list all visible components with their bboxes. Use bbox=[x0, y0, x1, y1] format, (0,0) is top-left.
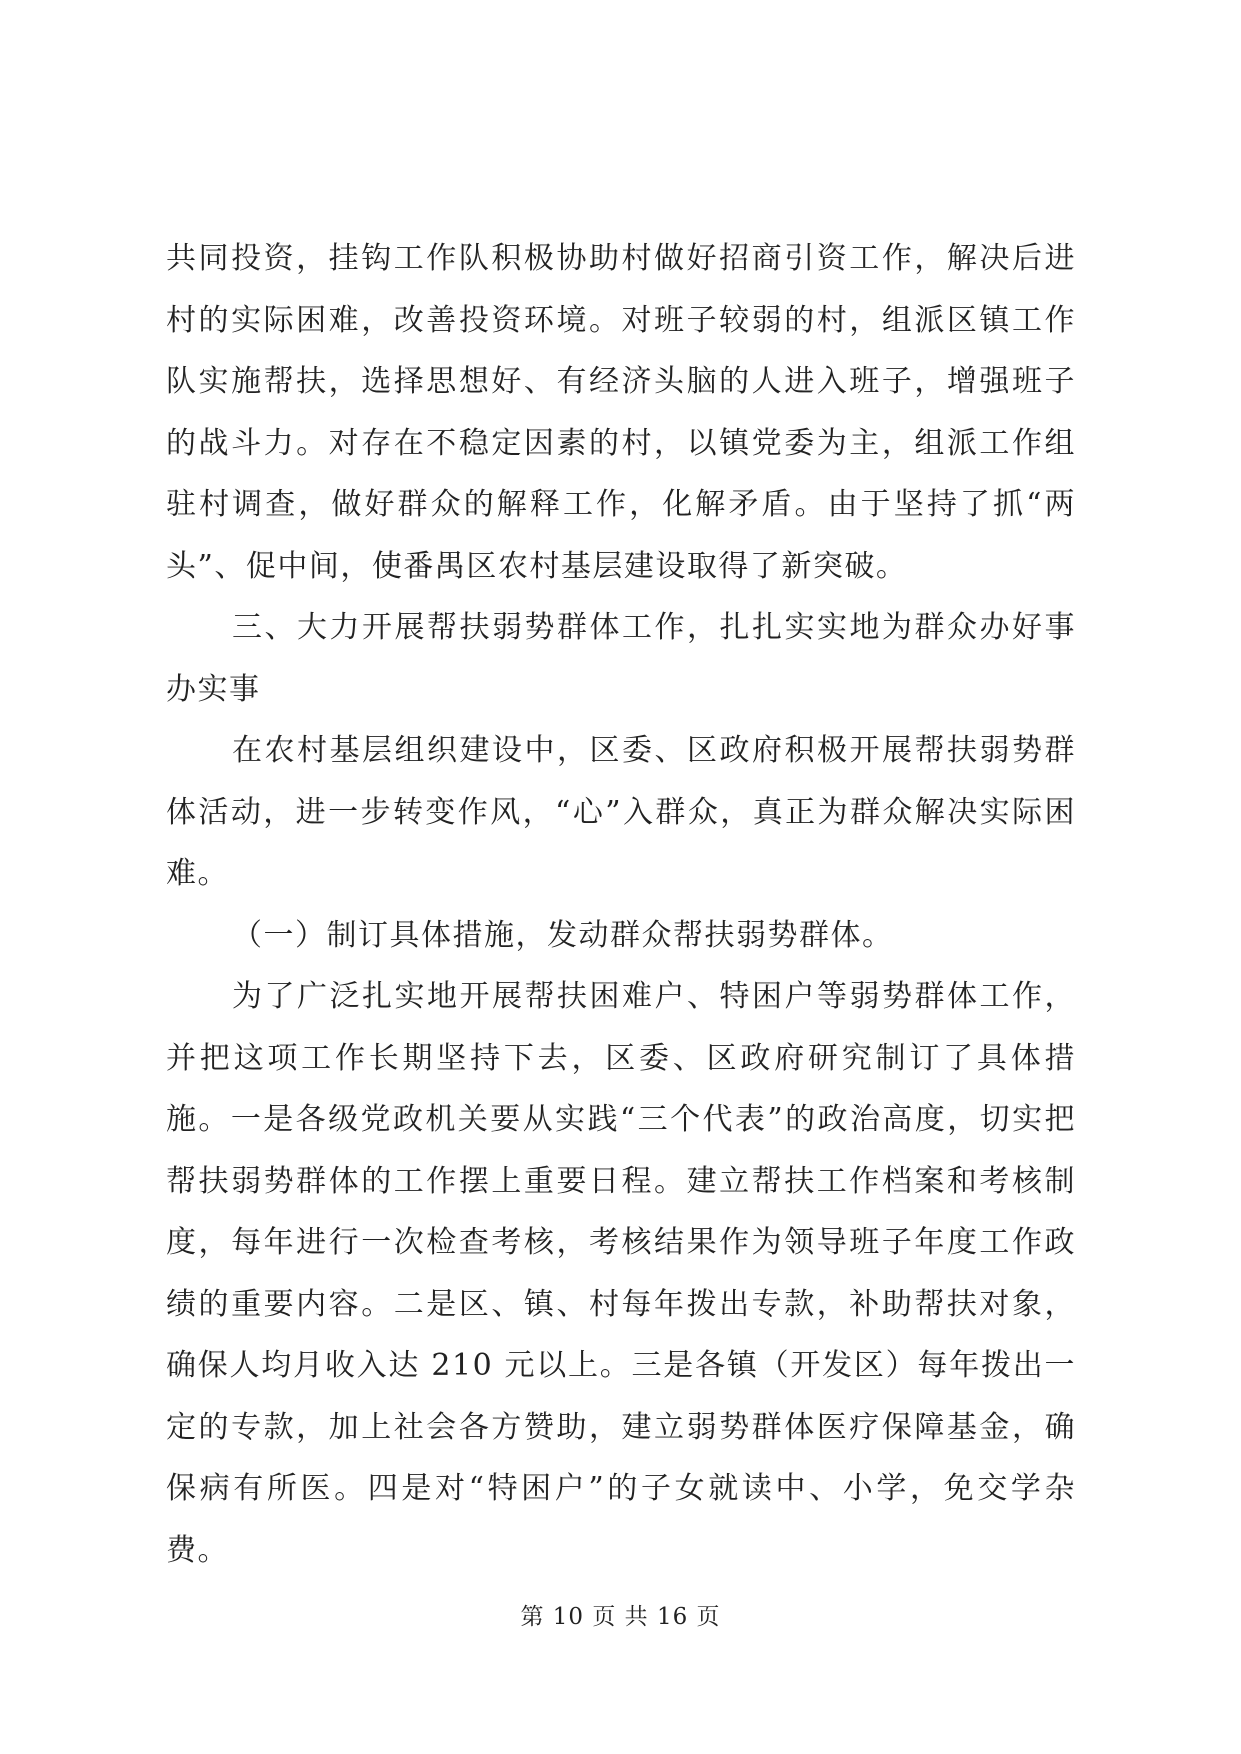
page-footer: 第 10 页 共 16 页 bbox=[520, 1604, 721, 1630]
document-body bbox=[166, 228, 1076, 1581]
subsection-heading-1: （一）制订具体措施，发动群众帮扶弱势群体。 bbox=[232, 917, 894, 953]
paragraph-1: 共同投资，挂钩工作队积极协助村做好招商引资工作，解决后进村的实际困难，改善投资环境。对班子较弱的村，组派区镇工作队实施帮扶，选择思想好、有经济头脑的人进入班子，增强班子的战斗力。对存在不稳定因素的村，以镇党委为主，组派工作组驻村调查，做好群众的解释工作，化解矛盾。由于坚持了抓“两头”、促中间，使番禺区农村基层建设取得了新突破。 bbox=[166, 241, 1076, 584]
paragraph-3: 在农村基层组织建设中，区委、区政府积极开展帮扶弱势群体活动，进一步转变作风，“心”入群众，真正为群众解决实际困难。 bbox=[166, 733, 1076, 891]
section-heading-3: 三、大力开展帮扶弱势群体工作，扎扎实实地为群众办好事办实事 bbox=[166, 610, 1076, 707]
paragraph-5: 为了广泛扎实地开展帮扶困难户、特困户等弱势群体工作，并把这项工作长期坚持下去，区委、区政府研究制订了具体措施。一是各级党政机关要从实践“三个代表”的政治高度，切实把帮扶弱势群体的工作摆上重要日程。建立帮扶工作档案和考核制度，每年进行一次检查考核，考核结果作为领导班子年度工作政绩的重要内容。二是区、镇、村每年拨出专款，补助帮扶对象，确保人均月收入达 210 元以上。三是各镇（开发区）每年拨出一定的专款，加上社会各方赞助，建立弱势群体医疗保障基金，确保病有所医。四是对“特困户”的子女就读中、小学，免交学杂费。 bbox=[166, 979, 1076, 1568]
